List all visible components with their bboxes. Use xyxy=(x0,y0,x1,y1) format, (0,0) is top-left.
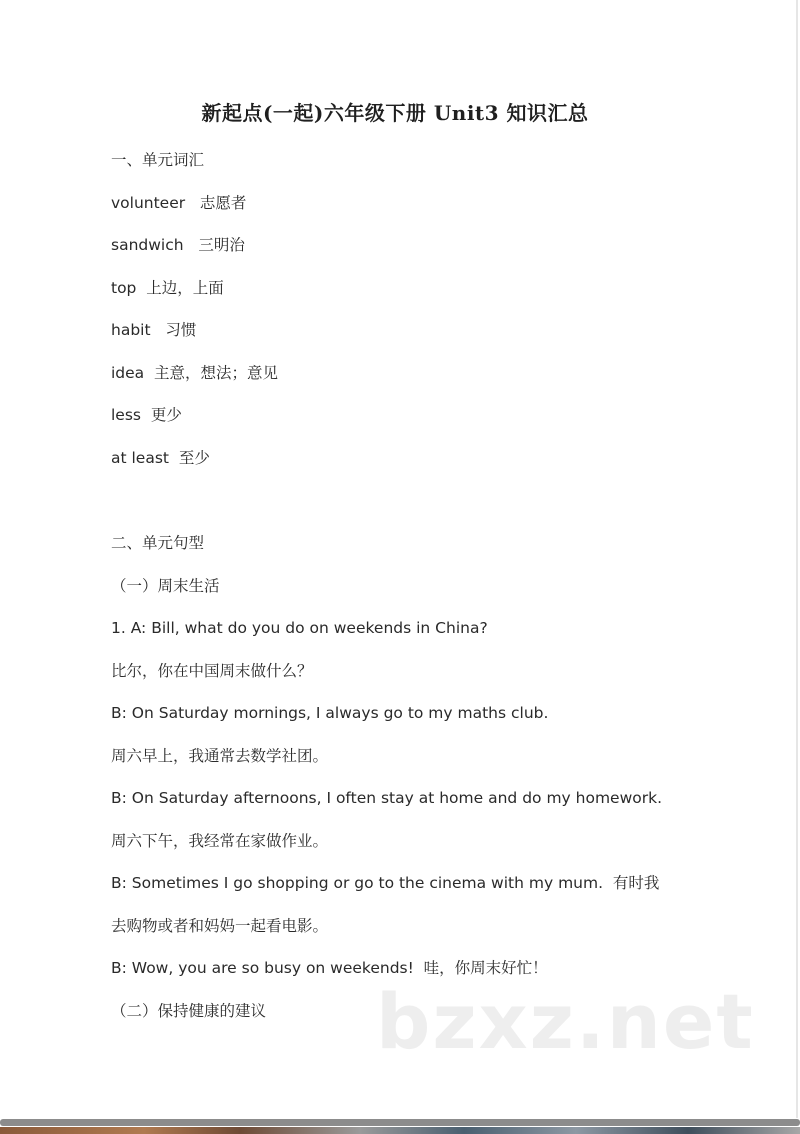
vocab-item: less 更少 xyxy=(111,406,182,424)
subsection-heading-health-advice: （二）保持健康的建议 xyxy=(111,1002,267,1020)
page-edge xyxy=(796,0,798,1118)
vocab-item: volunteer 志愿者 xyxy=(111,194,247,212)
sentence-line: B: Wow, you are so busy on weekends! 哇，你周末好忙！ xyxy=(111,959,548,977)
vocab-item: idea 主意，想法；意见 xyxy=(111,364,279,382)
vocab-item: sandwich 三明治 xyxy=(111,236,245,254)
sentence-line: 1. A: Bill, what do you do on weekends in China? xyxy=(111,619,488,637)
subsection-heading-weekend: （一）周末生活 xyxy=(111,577,220,595)
vocab-item: at least 至少 xyxy=(111,449,210,467)
next-page-preview-strip xyxy=(0,1127,800,1134)
vocab-item: top 上边，上面 xyxy=(111,279,224,297)
watermark: bzxz.net xyxy=(376,977,755,1066)
sentence-translation: 比尔，你在中国周末做什么？ xyxy=(111,662,313,680)
document-title: 新起点(一起)六年级下册 Unit3 知识汇总 xyxy=(201,101,589,125)
sentence-line: B: On Saturday afternoons, I often stay at home and do my homework. xyxy=(111,789,663,807)
sentence-line: B: Sometimes I go shopping or go to the cinema with my mum. 有时我 xyxy=(111,874,660,892)
vocab-item: habit 习惯 xyxy=(111,321,197,339)
sentence-translation: 周六早上，我通常去数学社团。 xyxy=(111,747,329,765)
section-heading-sentences: 二、单元句型 xyxy=(111,534,205,552)
sentence-translation: 周六下午，我经常在家做作业。 xyxy=(111,832,329,850)
sentence-translation: 去购物或者和妈妈一起看电影。 xyxy=(111,917,329,935)
sentence-line: B: On Saturday mornings, I always go to my maths club. xyxy=(111,704,549,722)
horizontal-scrollbar[interactable] xyxy=(0,1119,800,1126)
section-heading-vocabulary: 一、单元词汇 xyxy=(111,151,205,169)
